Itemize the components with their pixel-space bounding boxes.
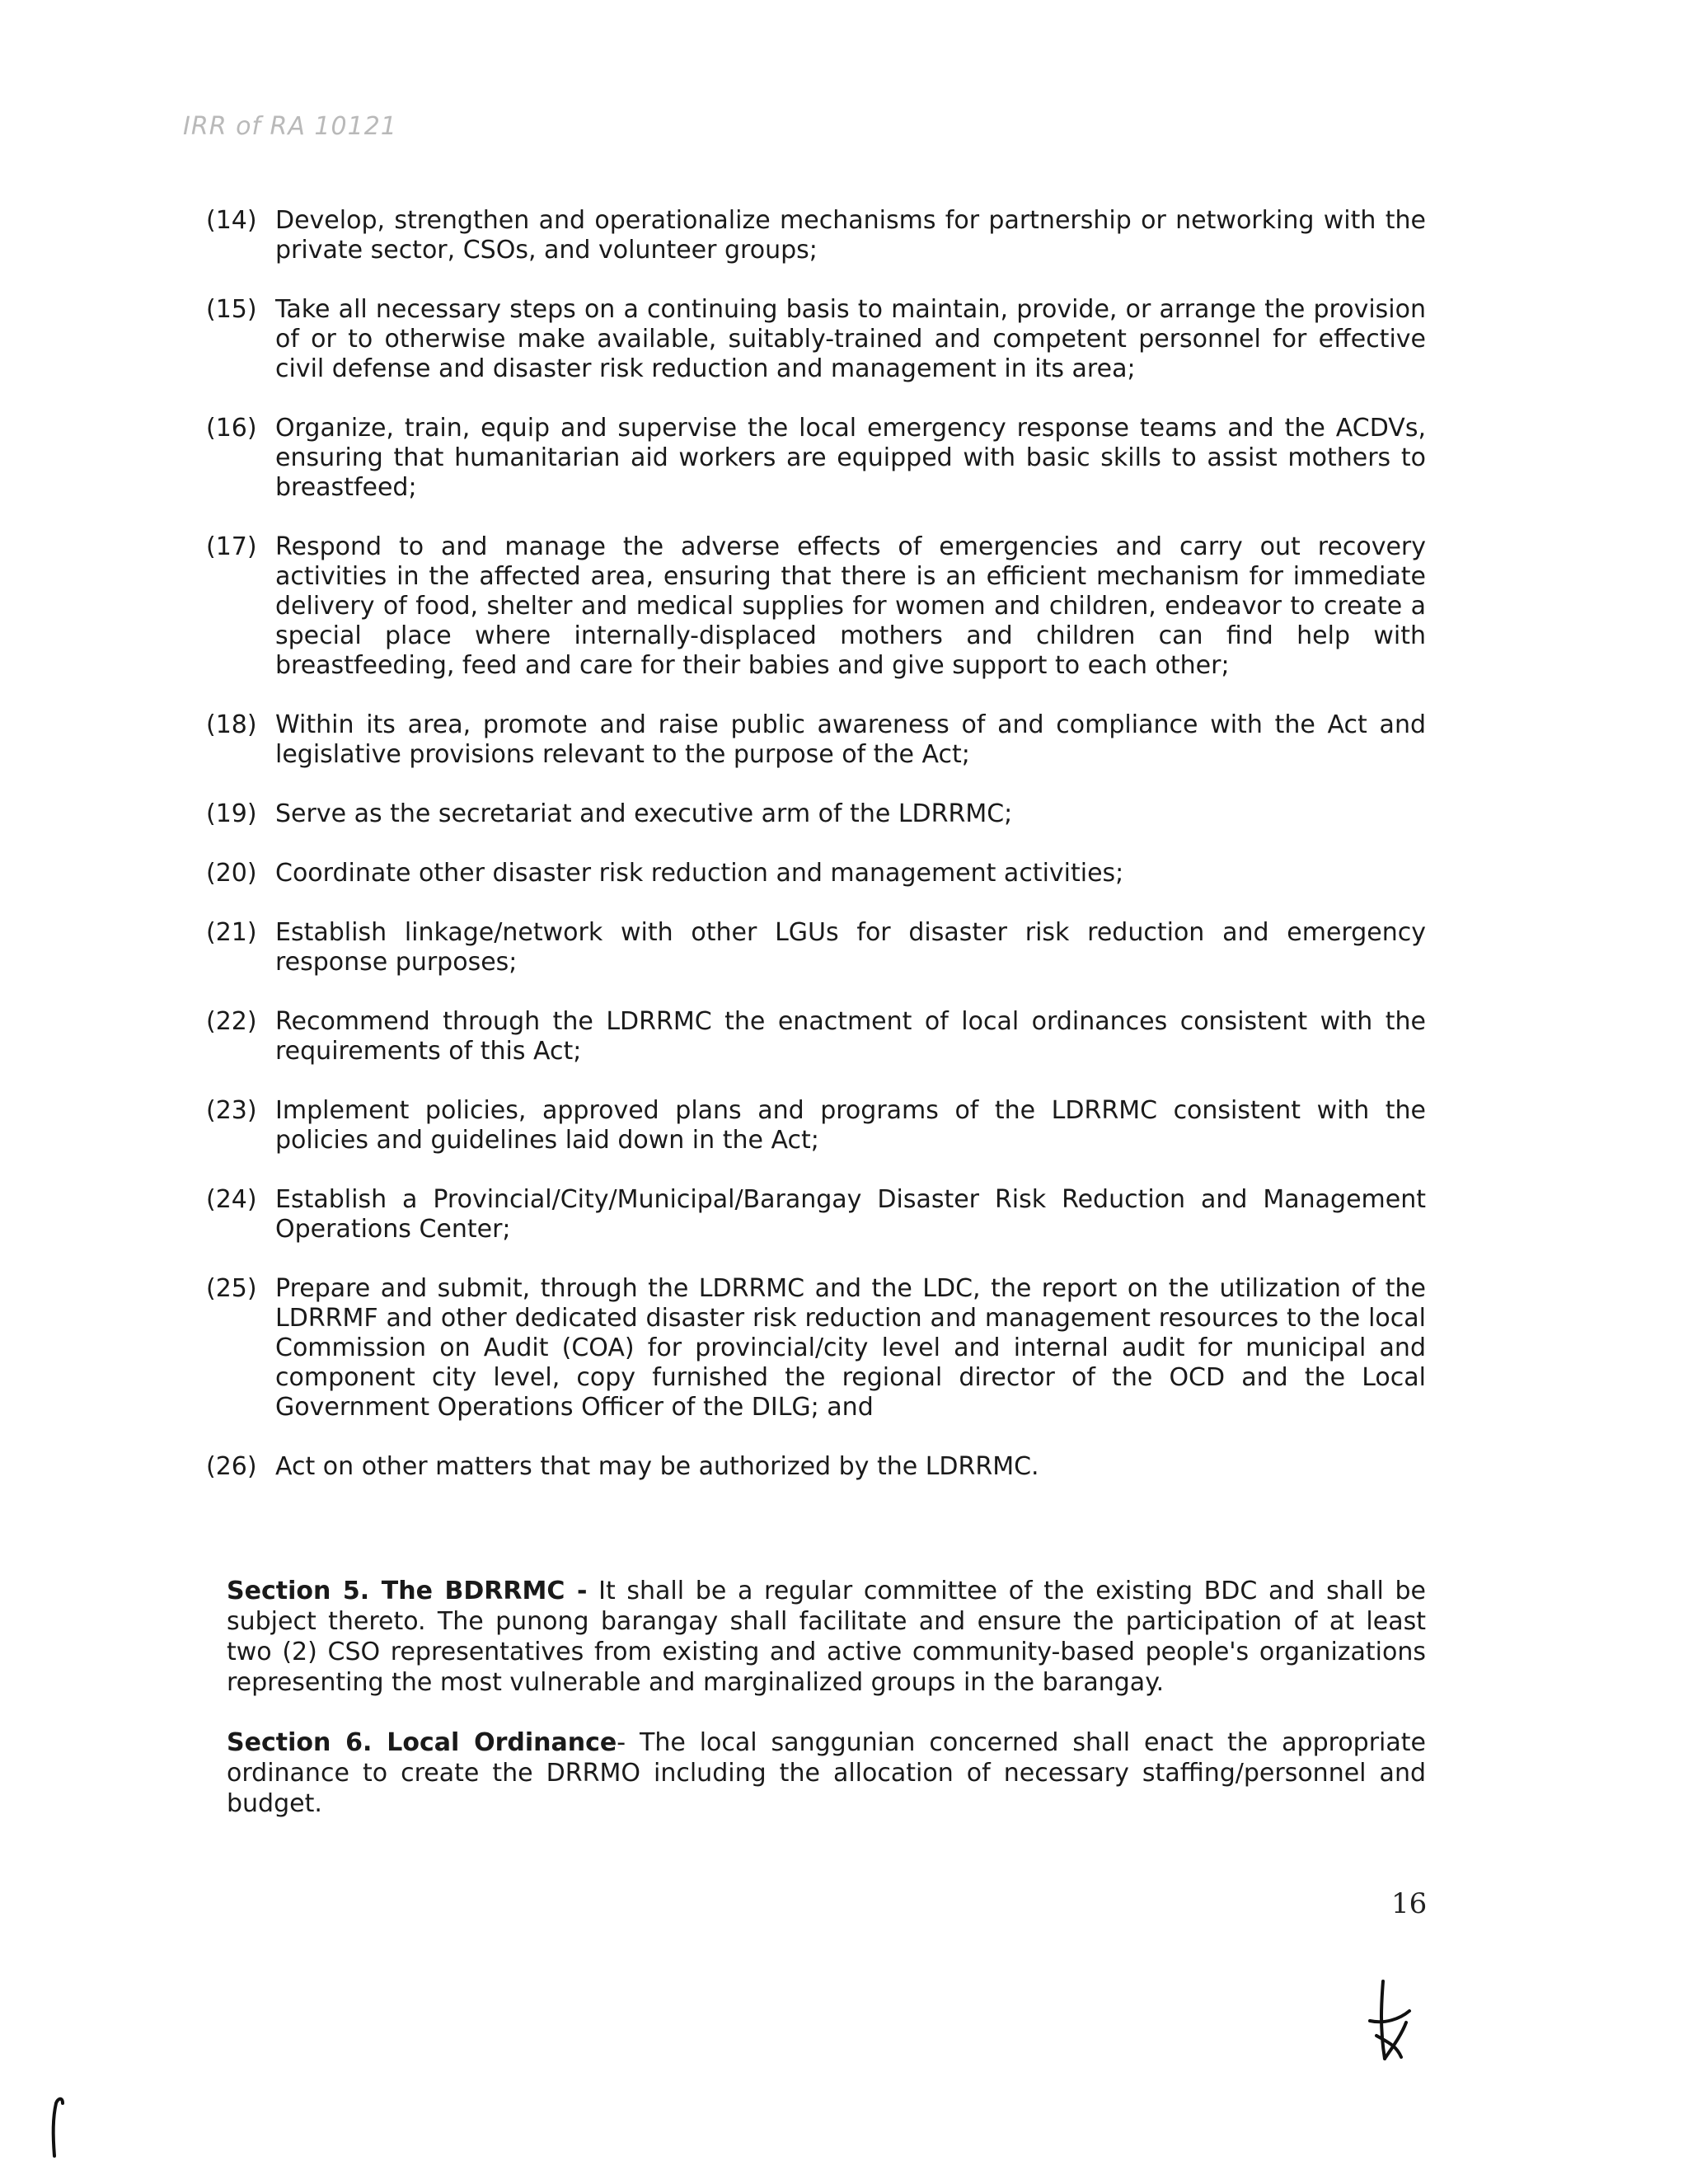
item-text: Implement policies, approved plans and programs of the LDRRMC consistent with the policies and guidelines laid down in the Act; — [275, 1096, 1426, 1155]
list-item — [206, 710, 1426, 770]
item-text: Serve as the secretariat and executive arm of the LDRRMC; — [275, 799, 1013, 828]
list-item — [206, 414, 1426, 503]
handwritten-initial-mark — [1352, 1978, 1418, 2069]
item-text: Recommend through the LDRRMC the enactment of local ordinances consistent with the requirements of this Act; — [275, 1007, 1426, 1066]
item-text: Organize, train, equip and supervise the local emergency response teams and the ACDVs, ensuring that humanitarian aid workers are equipped with basic skills to assist mothers to breastfeed; — [275, 414, 1426, 502]
item-number: (23) — [206, 1096, 257, 1125]
item-number: (14) — [206, 206, 257, 235]
item-text: Develop, strengthen and operationalize mechanisms for partnership or networking with the private sector, CSOs, and volunteer groups; — [275, 206, 1426, 265]
item-text: Establish linkage/network with other LGUs for disaster risk reduction and emergency response purposes; — [275, 918, 1426, 977]
section-6-text: - The local sanggunian concerned shall enact the appropriate ordinance to create the DRRMO including the allocation of necessary staffing/personnel and budget. — [227, 1728, 1426, 1818]
item-text: Prepare and submit, through the LDRRMC and the LDC, the report on the utilization of the LDRRMF and other dedicated disaster risk reduction and management resources to the local Commission on Audit (COA) for provincial/city level and internal audit for municipal and component city level, copy furnished the regional director of the OCD and the Local Government Operations Officer of the DILG; and — [275, 1274, 1426, 1422]
item-number: (25) — [206, 1274, 257, 1303]
item-text: Within its area, promote and raise public awareness of and compliance with the Act and legislative provisions relevant to the purpose of the Act; — [275, 710, 1426, 769]
functions-list — [206, 206, 1426, 1511]
item-number: (22) — [206, 1007, 257, 1036]
item-text: Take all necessary steps on a continuing basis to maintain, provide, or arrange the provision of or to otherwise make available, suitably-trained and competent personnel for effective civil defense and disaster risk reduction and management in its area; — [275, 295, 1426, 383]
item-number: (16) — [206, 414, 257, 443]
page-number: 16 — [1391, 1887, 1428, 1920]
list-item — [206, 918, 1426, 977]
list-item — [206, 1185, 1426, 1244]
list-item — [206, 1007, 1426, 1066]
list-item — [206, 799, 1426, 829]
item-number: (26) — [206, 1452, 257, 1481]
item-text: Respond to and manage the adverse effects of emergencies and carry out recovery activities in the affected area, ensuring that there is an efficient mechanism for immediate delivery of food, shelter and medical supplies for women and children, endeavor to create a special place where internally-displaced mothers and children can find help with breastfeeding, feed and care for their babies and give support to each other; — [275, 532, 1426, 680]
list-item — [206, 206, 1426, 265]
list-item — [206, 295, 1426, 384]
list-item — [206, 1096, 1426, 1155]
item-number: (19) — [206, 799, 257, 828]
list-item — [206, 859, 1426, 888]
section-5 — [227, 1576, 1426, 1698]
section-5-heading: Section 5. The BDRRMC - — [227, 1577, 588, 1605]
item-number: (17) — [206, 532, 257, 561]
item-number: (20) — [206, 859, 257, 888]
list-item — [206, 532, 1426, 681]
item-number: (15) — [206, 295, 257, 324]
handwritten-mark-left — [40, 2093, 73, 2159]
item-number: (21) — [206, 918, 257, 947]
item-number: (24) — [206, 1185, 257, 1214]
item-text: Act on other matters that may be authorized by the LDRRMC. — [275, 1452, 1039, 1481]
section-6-heading: Section 6. Local Ordinance — [227, 1728, 617, 1757]
list-item — [206, 1452, 1426, 1482]
item-text: Coordinate other disaster risk reduction and management activities; — [275, 859, 1124, 888]
item-text: Establish a Provincial/City/Municipal/Barangay Disaster Risk Reduction and Management Operations Center; — [275, 1185, 1426, 1244]
running-header: IRR of RA 10121 — [183, 112, 397, 141]
section-6 — [227, 1727, 1426, 1819]
item-number: (18) — [206, 710, 257, 739]
list-item — [206, 1274, 1426, 1422]
section-5-text: It shall be a regular committee of the existing BDC and shall be subject thereto. The punong barangay shall facilitate and ensure the participation of at least two (2) CSO representatives from existing and active community-based people's organizations representing the most vulnerable and marginalized groups in the barangay. — [227, 1577, 1426, 1697]
